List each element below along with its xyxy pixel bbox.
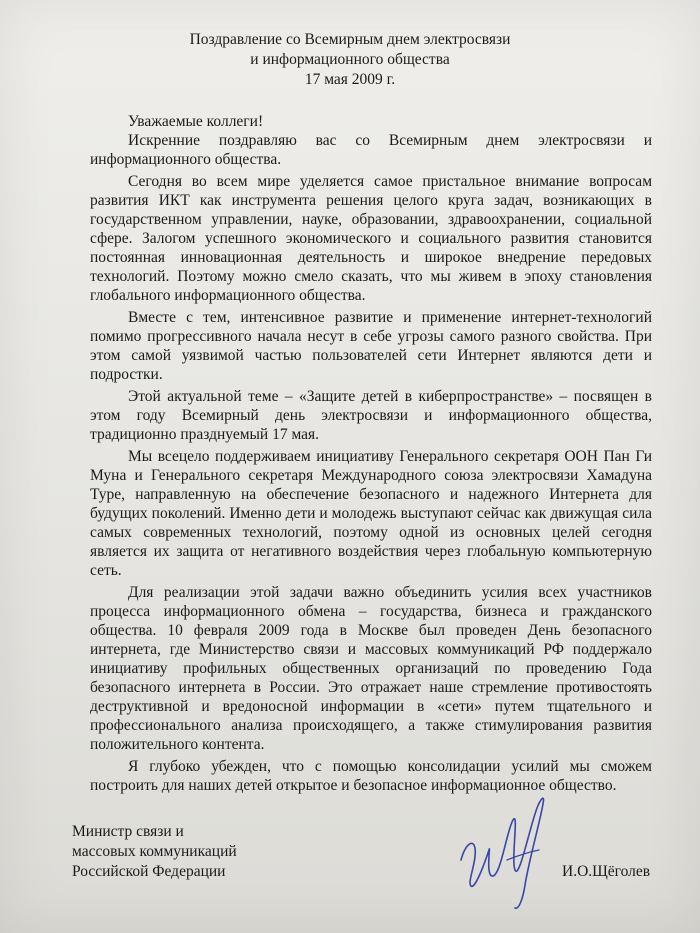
signatory-title-line-3: Российской Федерации (72, 863, 226, 880)
paragraph-3: Вместе с тем, интенсивное развитие и применение интернет-технологий помимо прогрессивного начала несут в себе угрозы самого разного свойства. При этом самой уязвимой частью пользователей сети Интернет являются дети и подростки. (90, 309, 652, 383)
signatory-title-line-2: массовых коммуникаций (72, 843, 237, 860)
greeting: Уважаемые коллеги! (128, 113, 264, 130)
paragraph-7: Я глубоко убежден, что с помощью консолидации усилий мы сможем построить для наших детей открытое и безопасное информационное общество. (90, 758, 652, 794)
letter-body (90, 112, 652, 798)
paragraph-1: Искренние поздравляю вас со Всемирным днем электросвязи и информационного общества. (90, 132, 652, 168)
paragraph-2: Сегодня во всем мире уделяется самое пристальное внимание вопросам развития ИКТ как инструмента решения целого круга задач, возникающих в государственном управлении, науке, образовании, здравоохранении, социальной сфере. Залогом успешного экономического и социального развития становится постоянная инновационная деятельность и широкое внедрение передовых технологий. Поэтому можно смело сказать, что мы живем в эпоху становления глобального информационного общества. (90, 173, 652, 304)
letter-header (150, 30, 550, 90)
paragraph-6: Для реализации этой задачи важно объединить усилия всех участников процесса информационного обмена – государства, бизнеса и гражданского общества. 10 февраля 2009 года в Москве был проведен День безопасного интернета, где Министерство связи и массовых коммуникаций РФ поддержало инициативу профильных общественных организаций по проведению Года безопасного интернета в России. Это отражает наше стремление противостоять деструктивной и вредоносной информации в «сети» путем тщательного и профессионального анализа происходящего, а также стимулирования развития положительного контента. (90, 584, 652, 753)
paragraph-4: Этой актуальной теме – «Защите детей в киберпространстве» – посвящен в этом году Всемирный день электросвязи и информационного общества, традиционно празднуемый 17 мая. (90, 388, 652, 443)
signatory-title (72, 822, 237, 882)
handwritten-signature (455, 790, 565, 915)
signatory-name: И.О.Щёголев (562, 863, 651, 880)
header-title-line-2: и информационного общества (250, 51, 450, 68)
signatory-title-line-1: Министр связи и (72, 823, 184, 840)
header-title-line-1: Поздравление со Всемирным днем электросвязи (189, 31, 511, 48)
paragraph-5: Мы всецело поддерживаем инициативу Генерального секретаря ООН Пан Ги Муна и Генерального секретаря Международного союза электросвязи Хамадуна Туре, направленную на обеспечение безопасного и надежного Интернета для будущих поколений. Именно дети и молодежь выступают сейчас как движущая сила самых современных технологий, поэтому одной из основных целей сегодня является их защита от негативного воздействия через глобальную компьютерную сеть. (90, 448, 652, 579)
header-date: 17 мая 2009 г. (304, 71, 396, 88)
